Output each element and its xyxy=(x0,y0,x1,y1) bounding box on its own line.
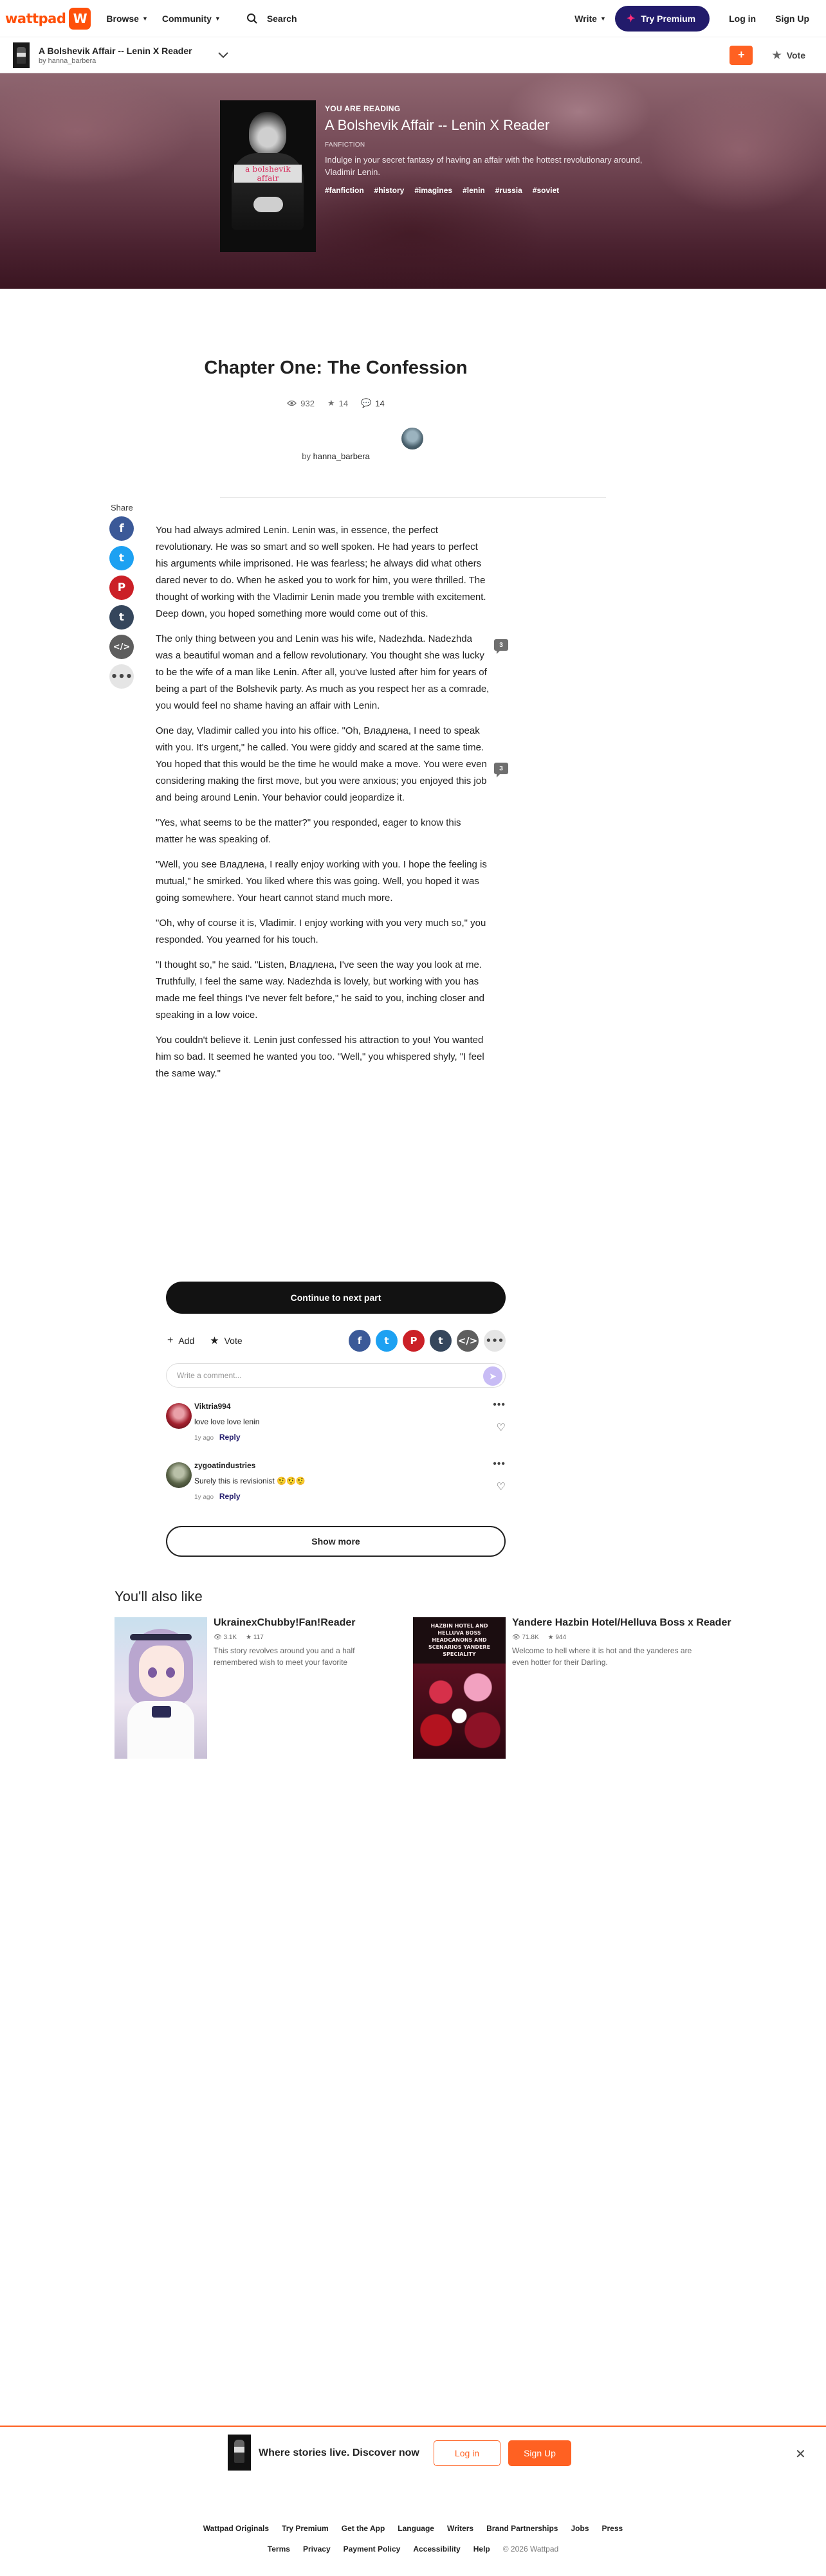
reads-stat xyxy=(214,1634,237,1641)
footer-link[interactable]: Accessibility xyxy=(413,2544,461,2553)
banner-login-button[interactable]: Log in xyxy=(434,2440,500,2466)
vote-button[interactable] xyxy=(772,49,805,62)
premium-label: Try Premium xyxy=(641,13,696,24)
author-link[interactable]: hanna_barbera xyxy=(313,451,370,461)
tumblr-share-icon[interactable]: t xyxy=(109,605,134,630)
comment-icon: 💬 xyxy=(361,398,372,408)
pinterest-share-icon[interactable]: P xyxy=(403,1330,425,1352)
reply-button[interactable]: Reply xyxy=(219,1433,241,1442)
try-premium-button[interactable] xyxy=(615,6,710,32)
star-icon: ★ xyxy=(246,1634,253,1641)
recommended-cover[interactable] xyxy=(413,1617,506,1759)
comment-meta xyxy=(194,1492,464,1501)
story-paragraph: "Well, you see Владлена, I really enjoy working with you. I hope the feeling is mutual," he smirked. You liked where this was going. Well, you hoped it was going somewhere. Your heart cannot stand much more. xyxy=(156,859,487,903)
by-label: by xyxy=(302,451,311,461)
chevron-down-icon[interactable] xyxy=(218,52,228,59)
comment-username[interactable]: zygoatindustries xyxy=(194,1461,256,1470)
footer-link[interactable]: Brand Partnerships xyxy=(486,2524,558,2533)
star-icon: ★ xyxy=(327,398,335,408)
twitter-share-icon[interactable]: t xyxy=(109,546,134,570)
search-input[interactable]: Search xyxy=(266,13,297,24)
recommended-story[interactable] xyxy=(115,1617,410,1759)
avatar[interactable] xyxy=(166,1403,192,1429)
also-like-heading: You'll also like xyxy=(115,1588,203,1604)
footer-link[interactable]: Terms xyxy=(267,2544,290,2553)
embed-share-icon[interactable]: </> xyxy=(109,635,134,659)
recommended-description: Welcome to hell where it is hot and the yanderes are even hotter for their Darling. xyxy=(512,1646,692,1667)
more-share-icon[interactable]: ••• xyxy=(484,1330,506,1352)
banner-signup-button[interactable]: Sign Up xyxy=(508,2440,571,2466)
recommended-description: This story revolves around you and a half remembered wish to meet your favorite xyxy=(214,1646,355,1667)
story-header-text[interactable] xyxy=(39,46,192,65)
story-paragraph: "Oh, why of course it is, Vladimir. I enjoy working with you very much so," you responded. You yearned for his touch. xyxy=(156,918,486,945)
comment-item xyxy=(166,1399,506,1453)
recommended-stats xyxy=(512,1634,709,1641)
recommended-cover[interactable] xyxy=(115,1617,207,1759)
tag-link[interactable]: #history xyxy=(374,186,405,195)
story-paragraph: One day, Vladimir called you into his office. "Oh, Владлена, I need to speak with you. It's urgent," he called. You were giddy and scared at the same time. You hoped that this would be the time he would make a move. You were even considering making the first move, but you were anxious; you enjoyed this job and being around Lenin. Your behavior could jeopardize it. xyxy=(156,725,487,803)
votes-value: 117 xyxy=(253,1634,264,1641)
eye-icon: 👁 xyxy=(512,1634,522,1641)
vote-action-button[interactable] xyxy=(210,1334,242,1347)
pinterest-share-icon[interactable]: P xyxy=(109,576,134,600)
story-actions xyxy=(166,1329,506,1353)
vote-label: Vote xyxy=(786,50,805,60)
sparkle-icon: ✦ xyxy=(626,13,636,24)
browse-menu[interactable] xyxy=(106,14,148,24)
search-box[interactable] xyxy=(246,13,297,24)
avatar[interactable] xyxy=(166,1462,192,1488)
continue-next-part-button[interactable]: Continue to next part xyxy=(166,1282,506,1314)
footer-link[interactable]: Writers xyxy=(446,2524,474,2533)
author-avatar[interactable] xyxy=(401,428,423,449)
show-more-button[interactable]: Show more xyxy=(166,1526,506,1557)
more-options-icon[interactable]: ••• xyxy=(493,1458,506,1469)
community-label: Community xyxy=(161,13,212,24)
tag-link[interactable]: #fanfiction xyxy=(325,186,364,195)
recommended-stats xyxy=(214,1634,410,1641)
send-icon[interactable]: ➤ xyxy=(483,1366,502,1386)
add-button[interactable] xyxy=(167,1335,194,1347)
add-to-library-button[interactable]: + xyxy=(730,46,753,65)
eye-icon: 👁 xyxy=(214,1634,224,1641)
tag-link[interactable]: #soviet xyxy=(532,186,560,195)
story-text xyxy=(156,522,490,1091)
story-description: Indulge in your secret fantasy of having an affair with the hottest revolutionary around, Vladimir Lenin. xyxy=(325,155,643,177)
footer-links xyxy=(0,2524,826,2533)
reads-value: 3.1K xyxy=(223,1634,237,1641)
story-paragraph: You couldn't believe it. Lenin just confessed his attraction to you! You wanted him so bad. It seemed he wanted you too. "Well," you whispered shyly, "I feel the same way." xyxy=(156,1035,484,1079)
more-options-icon[interactable]: ••• xyxy=(493,1399,506,1410)
cover-title-text: a bolshevik affair xyxy=(234,165,302,183)
votes-value: 14 xyxy=(338,398,349,408)
caret-down-icon: ▼ xyxy=(142,15,148,22)
footer-legal xyxy=(0,2544,826,2553)
login-link[interactable]: Log in xyxy=(729,13,757,24)
story-header xyxy=(0,37,826,73)
share-row xyxy=(349,1330,506,1352)
comment-text: Surely this is revisionist 🤨🤨🤨 xyxy=(194,1476,306,1485)
footer-link[interactable]: Wattpad Originals xyxy=(203,2524,270,2533)
story-paragraph: "Yes, what seems to be the matter?" you responded, eager to know this matter he was speaking of. xyxy=(156,817,461,845)
recommended-title[interactable]: Yandere Hazbin Hotel/Helluva Boss x Reader xyxy=(512,1617,731,1628)
search-icon xyxy=(246,13,258,24)
comment-time: 1y ago xyxy=(194,1435,214,1442)
vote-action-label: Vote xyxy=(224,1336,243,1346)
recommended-title[interactable]: UkrainexChubby!Fan!Reader xyxy=(214,1617,356,1628)
footer-link[interactable]: Privacy xyxy=(302,2544,331,2553)
footer-link[interactable]: Try Premium xyxy=(282,2524,329,2533)
nav-right xyxy=(574,6,826,32)
browse-label: Browse xyxy=(106,13,139,24)
more-share-icon[interactable]: ••• xyxy=(109,664,134,689)
story-info xyxy=(325,104,659,195)
banner-cover xyxy=(228,2435,251,2471)
facebook-share-icon[interactable]: f xyxy=(109,516,134,541)
comment-placeholder: Write a comment... xyxy=(177,1371,242,1380)
reads-value: 71.8K xyxy=(522,1634,539,1641)
footer-link[interactable]: Payment Policy xyxy=(343,2544,401,2553)
star-icon: ★ xyxy=(547,1634,556,1641)
story-header-actions xyxy=(730,46,826,65)
logo-text: wattpad xyxy=(5,10,66,26)
eye-icon xyxy=(287,400,297,406)
wattpad-logo[interactable] xyxy=(5,8,91,30)
paragraph-comment-badge[interactable]: 3 xyxy=(494,639,508,651)
add-label: Add xyxy=(178,1336,195,1346)
footer-link[interactable]: Get the App xyxy=(341,2524,385,2533)
chapter-stats xyxy=(0,398,672,408)
chapter-title: Chapter One: The Confession xyxy=(204,358,468,378)
story-genre: FANFICTION xyxy=(325,141,365,149)
comment-text: love love love lenin xyxy=(194,1417,260,1426)
community-menu[interactable] xyxy=(162,14,221,24)
comments-value: 14 xyxy=(375,398,385,408)
story-tags xyxy=(325,186,659,195)
twitter-share-icon[interactable]: t xyxy=(376,1330,398,1352)
write-label: Write xyxy=(574,13,597,24)
comment-body xyxy=(194,1461,464,1501)
banner-text: Where stories live. Discover now xyxy=(259,2447,419,2458)
footer-link[interactable]: Jobs xyxy=(571,2524,589,2533)
comment-input[interactable] xyxy=(166,1363,506,1388)
story-title[interactable]: A Bolshevik Affair -- Lenin X Reader xyxy=(325,117,550,133)
plus-icon: + xyxy=(167,1335,174,1346)
recommended-info xyxy=(214,1617,410,1668)
footer-link[interactable]: Press xyxy=(601,2524,623,2533)
write-menu[interactable] xyxy=(574,14,606,24)
tag-link[interactable]: #imagines xyxy=(414,186,453,195)
story-cover[interactable] xyxy=(220,100,316,252)
tag-link[interactable]: #lenin xyxy=(463,186,485,195)
comment-time: 1y ago xyxy=(194,1494,214,1501)
author-byline xyxy=(0,451,672,461)
logo-icon: W xyxy=(69,8,91,30)
you-are-reading-label: YOU ARE READING xyxy=(325,104,401,113)
recommended-info xyxy=(512,1617,731,1668)
reads-stat xyxy=(512,1634,539,1641)
votes-count xyxy=(327,398,348,408)
facebook-share-icon[interactable]: f xyxy=(349,1330,371,1352)
story-paragraph: The only thing between you and Lenin was his wife, Nadezhda. Nadezhda was a beautiful woman and a fellow revolutionary. You thought she was lucky to be the wife of a man like Lenin. After all, you've lusted after him for years of being a part of the Bolshevik party. As much as you respect her as a comrade, you would feel no shame having an affair with Lenin. xyxy=(156,633,490,711)
footer-link[interactable]: Language xyxy=(398,2524,434,2533)
close-icon[interactable]: ✕ xyxy=(795,2447,806,2462)
votes-value: 944 xyxy=(555,1634,567,1641)
story-header-author: by hanna_barbera xyxy=(39,57,96,65)
caret-down-icon: ▼ xyxy=(600,15,606,22)
embed-share-icon[interactable]: </> xyxy=(457,1330,479,1352)
comment-body xyxy=(194,1402,464,1442)
votes-stat xyxy=(548,1634,566,1641)
comment-item xyxy=(166,1458,506,1512)
story-hero-banner xyxy=(0,73,826,289)
reply-button[interactable]: Reply xyxy=(219,1492,241,1501)
copyright: © 2026 Wattpad xyxy=(502,2544,559,2553)
story-paragraph: You had always admired Lenin. Lenin was, in essence, the perfect revolutionary. He was so smart and so well spoken. He had years to perfect his arguments while imprisoned. He was fearless; he always did what others dared never to do. When he asked you to work for him, you were thrilled. The thought of working with the Vladimir Lenin made you tremble with excitement. Deep down, you hoped something more would come out of this. xyxy=(156,525,486,619)
divider xyxy=(220,497,606,498)
signup-link[interactable]: Sign Up xyxy=(775,13,809,24)
caret-down-icon: ▼ xyxy=(214,15,221,22)
share-column xyxy=(109,503,138,694)
recommended-story[interactable] xyxy=(413,1617,731,1759)
story-cover-thumbnail[interactable] xyxy=(13,42,30,68)
story-header-title: A Bolshevik Affair -- Lenin X Reader xyxy=(39,45,192,56)
comment-meta xyxy=(194,1433,464,1442)
star-icon: ★ xyxy=(210,1336,219,1347)
cover-title-text: HAZBIN HOTEL AND HELLUVA BOSS HEADCANONS AND SCENARIOS YANDERE SPECIALITY xyxy=(428,1623,491,1657)
share-label: Share xyxy=(111,503,133,512)
signup-banner xyxy=(0,2427,826,2481)
tag-link[interactable]: #russia xyxy=(495,186,522,195)
heart-icon[interactable]: ♡ xyxy=(496,1482,506,1492)
story-paragraph: "I thought so," he said. "Listen, Владлена, I've seen the way you look at me. Truthfully, I feel the same way. Nadezhda is lovely, but working with you has made me feel things I've never felt before," he said to you, inching closer and speaking in a low voice. xyxy=(156,959,484,1020)
reads-value: 932 xyxy=(300,398,315,408)
paragraph-comment-badge[interactable]: 3 xyxy=(494,763,508,774)
tumblr-share-icon[interactable]: t xyxy=(430,1330,452,1352)
comments-count[interactable] xyxy=(361,398,385,408)
votes-stat xyxy=(246,1634,264,1641)
footer-link[interactable]: Help xyxy=(473,2544,490,2553)
heart-icon[interactable]: ♡ xyxy=(496,1422,506,1433)
reads-count xyxy=(287,399,315,408)
star-icon: ★ xyxy=(772,50,782,61)
comment-username[interactable]: Viktria994 xyxy=(194,1402,231,1411)
top-nav xyxy=(0,0,826,37)
